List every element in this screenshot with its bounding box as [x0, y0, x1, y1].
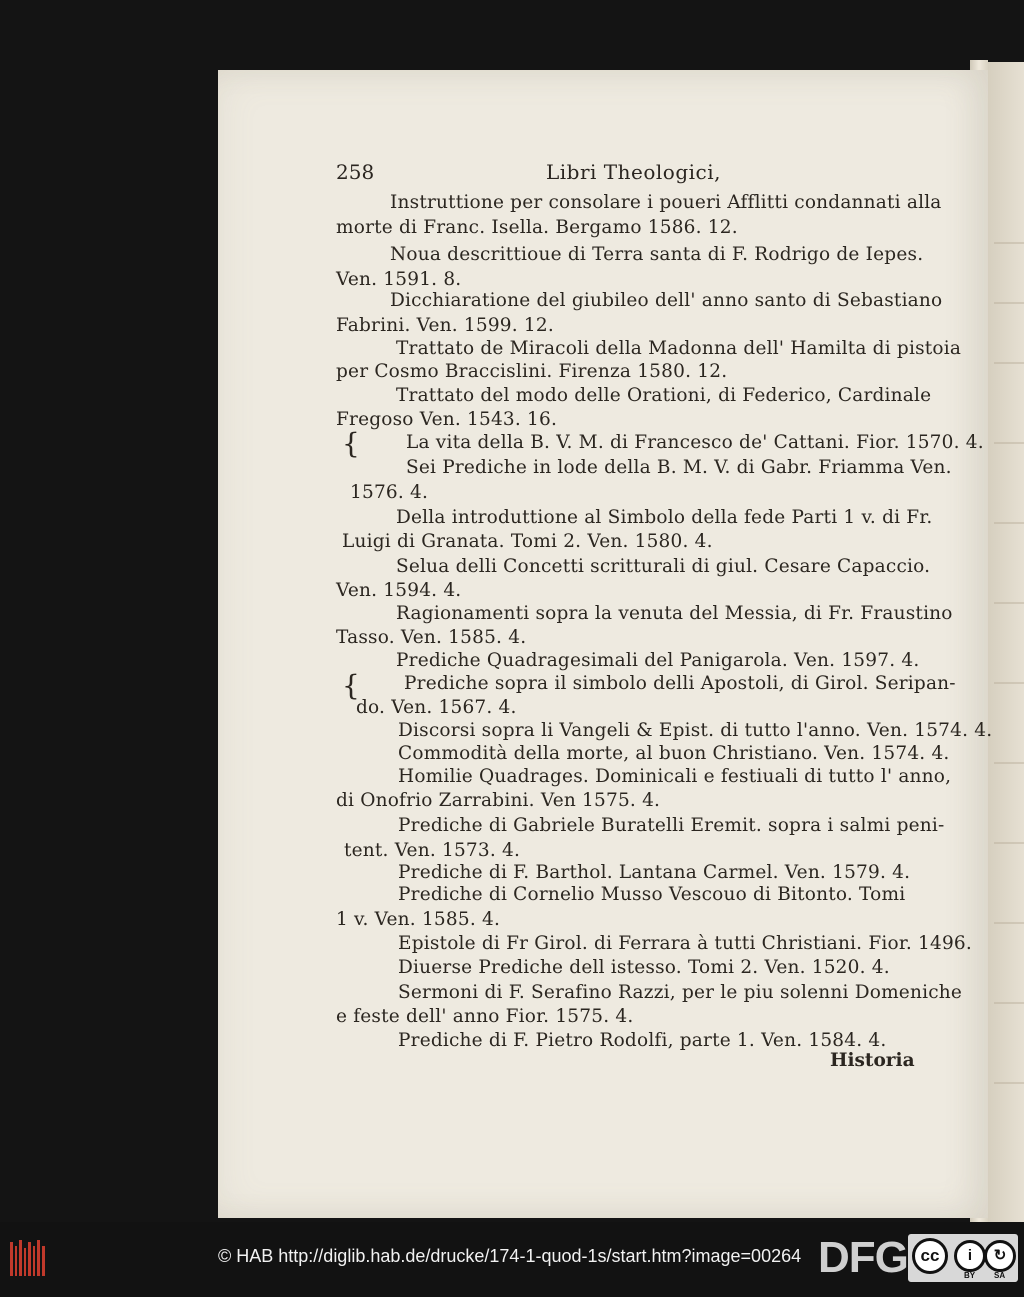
text-line: Fabrini. Ven. 1599. 12.	[336, 315, 554, 336]
text-line: Luigi di Granata. Tomi 2. Ven. 1580. 4.	[342, 531, 713, 552]
text-line: Tasso. Ven. 1585. 4.	[336, 627, 527, 648]
attribution-icon: i	[954, 1240, 986, 1272]
text-line: Sermoni di F. Serafino Razzi, per le piu solenni Domeniche	[398, 982, 963, 1003]
text-line: Instruttione per consolare i poueri Afflitti condannati alla	[390, 192, 942, 213]
text-line: Prediche di Cornelio Musso Vescouo di Bitonto. Tomi	[398, 884, 906, 905]
text-line: Ragionamenti sopra la venuta del Messia, di Fr. Fraustino	[396, 603, 953, 624]
text-line: La vita della B. V. M. di Francesco de' Cattani. Fior. 1570. 4.	[406, 432, 984, 453]
text-line: 1576. 4.	[350, 482, 429, 503]
share-alike-icon: ↻	[984, 1240, 1016, 1272]
cc-icon: cc	[912, 1238, 948, 1274]
text-line: Prediche di Gabriele Buratelli Eremit. sopra i salmi peni-	[398, 815, 945, 836]
running-title: Libri Theologici,	[546, 160, 721, 184]
text-line: Ven. 1591. 8.	[336, 269, 462, 290]
dfg-logo[interactable]: DFG	[818, 1233, 908, 1282]
bracket-mark: {	[342, 669, 360, 702]
text-line: Prediche Quadragesimali del Panigarola. Ven. 1597. 4.	[396, 650, 920, 671]
text-line: e feste dell' anno Fior. 1575. 4.	[336, 1006, 634, 1027]
text-line: do. Ven. 1567. 4.	[356, 697, 517, 718]
text-line: Noua descrittioue di Terra santa di F. Rodrigo de Iepes.	[390, 244, 924, 265]
text-line: Epistole di Fr Girol. di Ferrara à tutti Christiani. Fior. 1496.	[398, 933, 972, 954]
cc-license-badge[interactable]	[908, 1234, 1018, 1282]
text-line: Della introduttione al Simbolo della fede Parti 1 v. di Fr.	[396, 507, 933, 528]
text-line: Discorsi sopra li Vangeli & Epist. di tutto l'anno. Ven. 1574. 4.	[398, 720, 993, 741]
by-label: BY	[964, 1271, 976, 1280]
text-line: tent. Ven. 1573. 4.	[344, 840, 521, 861]
hab-logo-icon[interactable]	[8, 1236, 48, 1280]
text-line: Fregoso Ven. 1543. 16.	[336, 409, 558, 430]
page-number: 258	[336, 160, 375, 184]
viewer-footer	[0, 1222, 1024, 1297]
text-line: Prediche di F. Pietro Rodolfi, parte 1. Ven. 1584. 4.	[398, 1030, 887, 1051]
text-line: Dicchiaratione del giubileo dell' anno santo di Sebastiano	[390, 290, 943, 311]
text-line: Diuerse Prediche dell istesso. Tomi 2. Ven. 1520. 4.	[398, 957, 890, 978]
catchword: Historia	[830, 1050, 915, 1071]
text-line: Prediche di F. Barthol. Lantana Carmel. Ven. 1579. 4.	[398, 862, 911, 883]
adjacent-page-edge	[988, 62, 1024, 1222]
text-line: per Cosmo Braccislini. Firenza 1580. 12.	[336, 361, 728, 382]
sa-label: SA	[994, 1271, 1006, 1280]
text-line: Trattato del modo delle Orationi, di Federico, Cardinale	[396, 385, 932, 406]
running-head	[336, 160, 912, 194]
text-line: di Onofrio Zarrabini. Ven 1575. 4.	[336, 790, 661, 811]
copyright-link[interactable]: © HAB http://diglib.hab.de/drucke/174-1-quod-1s/start.htm?image=00264	[218, 1246, 802, 1266]
text-line: morte di Franc. Isella. Bergamo 1586. 12.	[336, 217, 738, 238]
text-line: Trattato de Miracoli della Madonna dell' Hamilta di pistoia	[396, 338, 962, 359]
text-line: Ven. 1594. 4.	[336, 580, 462, 601]
text-line: Homilie Quadrages. Dominicali e festiuali di tutto l' anno,	[398, 766, 952, 787]
text-line: Prediche sopra il simbolo delli Apostoli, di Girol. Seripan-	[404, 673, 956, 694]
text-line: Selua delli Concetti scritturali di giul. Cesare Capaccio.	[396, 556, 931, 577]
text-line: Commodità della morte, al buon Christiano. Ven. 1574. 4.	[398, 743, 950, 764]
bracket-mark: {	[342, 427, 360, 460]
text-line: Sei Prediche in lode della B. M. V. di Gabr. Friamma Ven.	[406, 457, 952, 478]
text-line: 1 v. Ven. 1585. 4.	[336, 909, 501, 930]
